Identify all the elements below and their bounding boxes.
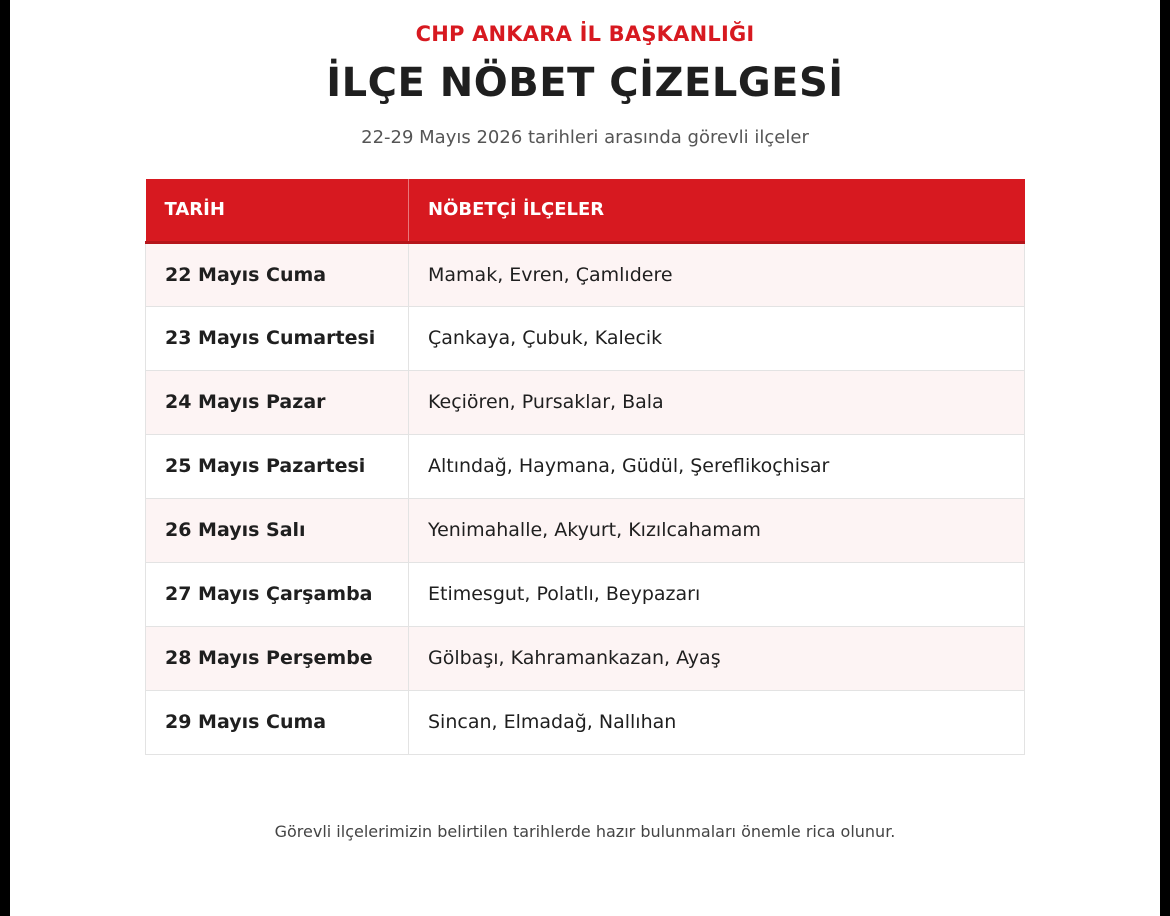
table-row [146, 498, 1025, 562]
districts-cell: Mamak, Evren, Çamlıdere [409, 242, 1025, 306]
date-cell: 25 Mayıs Pazartesi [146, 434, 409, 498]
table-row [146, 370, 1025, 434]
table-header-row [146, 179, 1025, 242]
table-row [146, 306, 1025, 370]
organization-name: CHP ANKARA İL BAŞKANLIĞI [415, 22, 755, 46]
districts-cell: Sincan, Elmadağ, Nallıhan [409, 690, 1025, 754]
districts-cell: Yenimahalle, Akyurt, Kızılcahamam [409, 498, 1025, 562]
districts-cell: Etimesgut, Polatlı, Beypazarı [409, 562, 1025, 626]
date-cell: 26 Mayıs Salı [146, 498, 409, 562]
date-cell: 28 Mayıs Perşembe [146, 626, 409, 690]
page-subtitle: 22-29 Mayıs 2026 tarihleri arasında görevli ilçeler [361, 127, 809, 148]
date-cell: 27 Mayıs Çarşamba [146, 562, 409, 626]
date-cell: 29 Mayıs Cuma [146, 690, 409, 754]
districts-cell: Gölbaşı, Kahramankazan, Ayaş [409, 626, 1025, 690]
table-row [146, 242, 1025, 306]
page-title: İLÇE NÖBET ÇİZELGESİ [326, 60, 844, 106]
date-cell: 24 Mayıs Pazar [146, 370, 409, 434]
table-row [146, 434, 1025, 498]
column-header-date: TARİH [146, 179, 409, 242]
footer-note: Görevli ilçelerimizin belirtilen tarihlerde hazır bulunmaları önemle rica olunur. [274, 822, 896, 841]
column-header-districts: NÖBETÇİ İLÇELER [409, 179, 1025, 242]
table-row [146, 626, 1025, 690]
table-row [146, 690, 1025, 754]
document-page [10, 0, 1160, 916]
districts-cell: Altındağ, Haymana, Güdül, Şereflikoçhisar [409, 434, 1025, 498]
districts-cell: Keçiören, Pursaklar, Bala [409, 370, 1025, 434]
date-cell: 22 Mayıs Cuma [146, 242, 409, 306]
date-cell: 23 Mayıs Cumartesi [146, 306, 409, 370]
table-row [146, 562, 1025, 626]
districts-cell: Çankaya, Çubuk, Kalecik [409, 306, 1025, 370]
duty-schedule-table [145, 179, 1025, 755]
